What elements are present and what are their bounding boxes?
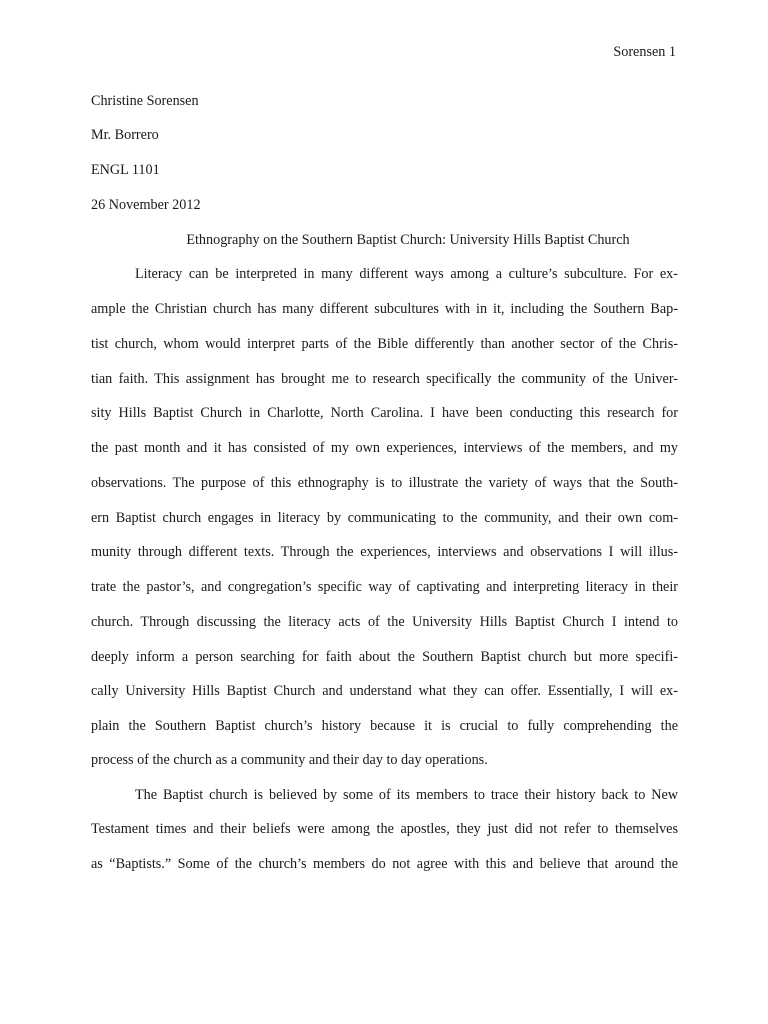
paragraph-line: process of the church as a community and their day to day operations. — [91, 752, 488, 768]
essay-title: Ethnography on the Southern Baptist Church: University Hills Baptist Church — [186, 232, 630, 248]
paragraph-line: tist church, whom would interpret parts of the Bible differently than another sector of the Chris- — [91, 336, 678, 352]
paragraph-line: Testament times and their beliefs were among the apostles, they just did not refer to themselves — [91, 821, 678, 837]
author-name: Christine Sorensen — [91, 93, 199, 109]
paragraph-line: tian faith. This assignment has brought me to research specifically the community of the Univer- — [91, 371, 678, 387]
paragraph-line: The Baptist church is believed by some of its members to trace their history back to New — [135, 787, 678, 803]
paragraph-line: deeply inform a person searching for faith about the Southern Baptist church but more specifi- — [91, 649, 678, 665]
paragraph-line: ern Baptist church engages in literacy by communicating to the community, and their own com- — [91, 510, 678, 526]
paragraph-line: plain the Southern Baptist church’s history because it is crucial to fully comprehending the — [91, 718, 678, 734]
instructor-name: Mr. Borrero — [91, 127, 159, 143]
paragraph-line: munity through different texts. Through the experiences, interviews and observations I will illus- — [91, 544, 678, 560]
paragraph-line: Literacy can be interpreted in many different ways among a culture’s subculture. For ex- — [135, 266, 678, 282]
paragraph-line: observations. The purpose of this ethnography is to illustrate the variety of ways that the South- — [91, 475, 678, 491]
running-head: Sorensen 1 — [613, 44, 676, 60]
submission-date: 26 November 2012 — [91, 197, 201, 213]
paragraph-line: the past month and it has consisted of my own experiences, interviews of the members, and my — [91, 440, 678, 456]
paragraph-line: ample the Christian church has many different subcultures with in it, including the Southern Bap- — [91, 301, 678, 317]
paragraph-line: cally University Hills Baptist Church and understand what they can offer. Essentially, I will ex- — [91, 683, 678, 699]
paragraph-line: church. Through discussing the literacy acts of the University Hills Baptist Church I intend to — [91, 614, 678, 630]
course-code: ENGL 1101 — [91, 162, 160, 178]
paragraph-line: trate the pastor’s, and congregation’s specific way of captivating and interpreting literacy in their — [91, 579, 678, 595]
paragraph-line: sity Hills Baptist Church in Charlotte, North Carolina. I have been conducting this research for — [91, 405, 678, 421]
paragraph-line: as “Baptists.” Some of the church’s members do not agree with this and believe that around the — [91, 856, 678, 872]
